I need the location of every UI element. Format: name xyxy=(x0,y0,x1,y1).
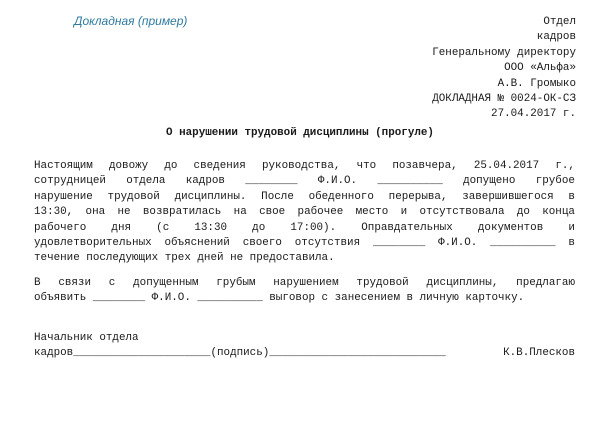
paragraph-word: Ф.И.О. xyxy=(438,237,478,250)
paragraph-word: и xyxy=(400,206,408,219)
paragraph-word: рабочее xyxy=(297,206,344,219)
paragraph-word: возвратилась xyxy=(142,206,222,219)
paragraph-word: отсутствовала xyxy=(419,206,505,219)
paragraph-word: 13:30 xyxy=(194,221,228,234)
paragraph-word: свое xyxy=(259,206,286,219)
paragraph-word: Ф.И.О. xyxy=(317,175,358,188)
paragraph-word: своего xyxy=(242,237,282,250)
document-caption: Докладная (пример) xyxy=(74,14,188,28)
signature-block xyxy=(34,331,575,362)
paragraph-word: Настоящим xyxy=(34,160,93,172)
paragraph-word: место xyxy=(355,206,389,219)
paragraph-word: ________ xyxy=(245,175,298,188)
paragraph-word: сотрудницей xyxy=(34,175,106,188)
paragraph-word: ________ xyxy=(372,237,426,250)
signature-position: Начальник отдела xyxy=(34,332,139,344)
paragraph-word: перерыва, xyxy=(388,190,448,203)
paragraph-word: отсутствия xyxy=(294,237,361,250)
paragraph-word: 13:30, xyxy=(34,206,74,219)
paragraph-word: руководства, xyxy=(261,160,341,172)
addressee-line: ООО «Альфа» xyxy=(504,62,576,75)
paragraph-word: конца xyxy=(542,206,575,219)
paragraph-line xyxy=(34,236,575,251)
paragraph-main xyxy=(34,159,575,267)
paragraph-word: 17:00). xyxy=(290,221,337,234)
signature-line xyxy=(34,346,575,361)
paragraph-word: __________ xyxy=(490,237,556,250)
paragraph-word: с xyxy=(108,277,116,289)
signatory-name: К.В.Плесков xyxy=(503,347,575,360)
paragraph-word: она xyxy=(85,206,106,219)
document-title: О нарушении трудовой дисциплины (прогуле) xyxy=(166,127,434,139)
paragraph-word: допущенным xyxy=(133,277,199,289)
paragraph-word: __________ xyxy=(377,175,443,188)
paragraph-word: дня xyxy=(111,221,132,234)
paragraph-proposal xyxy=(34,276,575,307)
paragraph-word: и xyxy=(568,221,575,234)
paragraph-word: связи xyxy=(58,277,92,289)
addressee-line: кадров xyxy=(536,31,576,44)
paragraph-word: объявить ________ Ф.И.О. __________ выговор с занесением в личную карточку. xyxy=(34,292,525,305)
paragraph-word: течение последующих трех дней не предоставила. xyxy=(34,252,335,265)
paragraph-word: Оправдательных xyxy=(361,221,453,234)
paragraph-word: трудовой xyxy=(107,190,160,203)
paragraph-word: предлагаю xyxy=(516,277,575,289)
paragraph-line xyxy=(34,205,575,220)
paragraph-word: сведения xyxy=(193,160,246,172)
paragraph-word: завершившегося xyxy=(462,190,554,203)
paragraph-word: дисциплины, xyxy=(426,277,499,289)
paragraph-word: После xyxy=(261,190,294,203)
addressee-line: Отдел xyxy=(543,16,576,28)
paragraph-line xyxy=(34,221,575,236)
paragraph-word: кадров xyxy=(185,175,225,188)
addressee-line: Генеральному директору xyxy=(432,46,576,59)
paragraph-word: на xyxy=(233,206,247,219)
paragraph-word: в xyxy=(568,190,575,203)
paragraph-word: (с xyxy=(156,221,170,234)
document-number: ДОКЛАДНАЯ № 0024-ОК-СЗ xyxy=(432,93,576,106)
paragraph-word: трудовой xyxy=(356,277,409,289)
paragraph-word: В xyxy=(34,277,41,289)
paragraph-word: нарушением xyxy=(273,277,339,289)
paragraph-word: до xyxy=(516,206,530,219)
paragraph-word: в xyxy=(568,237,575,250)
addressee-block xyxy=(432,15,576,123)
paragraph-line xyxy=(34,190,575,205)
paragraph-word: до xyxy=(164,160,178,172)
paragraph-word: грубое xyxy=(535,175,575,188)
paragraph-word: дисциплины. xyxy=(174,190,247,203)
paragraph-line xyxy=(34,276,575,291)
paragraph-word: удовлетворительных xyxy=(34,237,152,250)
paragraph-word: грубым xyxy=(216,277,256,289)
paragraph-line xyxy=(34,159,575,174)
paragraph-word: нарушение xyxy=(34,190,93,203)
paragraph-line xyxy=(34,251,575,266)
paragraph-word: объяснений xyxy=(164,237,230,250)
document-date: 27.04.2017 г. xyxy=(491,108,576,121)
paragraph-word: довожу xyxy=(108,160,149,172)
paragraph-word: документов xyxy=(477,221,544,234)
paragraph-word: не xyxy=(117,206,131,219)
paragraph-word: допущено xyxy=(463,175,516,188)
paragraph-word: обеденного xyxy=(308,190,374,203)
signature-field: кадров_____________________(подпись)___________________________ xyxy=(34,347,446,360)
paragraph-word: до xyxy=(252,221,266,234)
addressee-line: А.В. Громыко xyxy=(497,77,576,90)
paragraph-word: позавчера, xyxy=(392,160,458,172)
paragraph-line xyxy=(34,291,575,306)
paragraph-word: рабочего xyxy=(34,221,87,234)
paragraph-word: г., xyxy=(555,160,575,172)
paragraph-word: 25.04.2017 xyxy=(473,160,540,172)
paragraph-line xyxy=(34,174,575,189)
paragraph-word: отдела xyxy=(126,175,166,188)
paragraph-word: что xyxy=(356,160,377,172)
